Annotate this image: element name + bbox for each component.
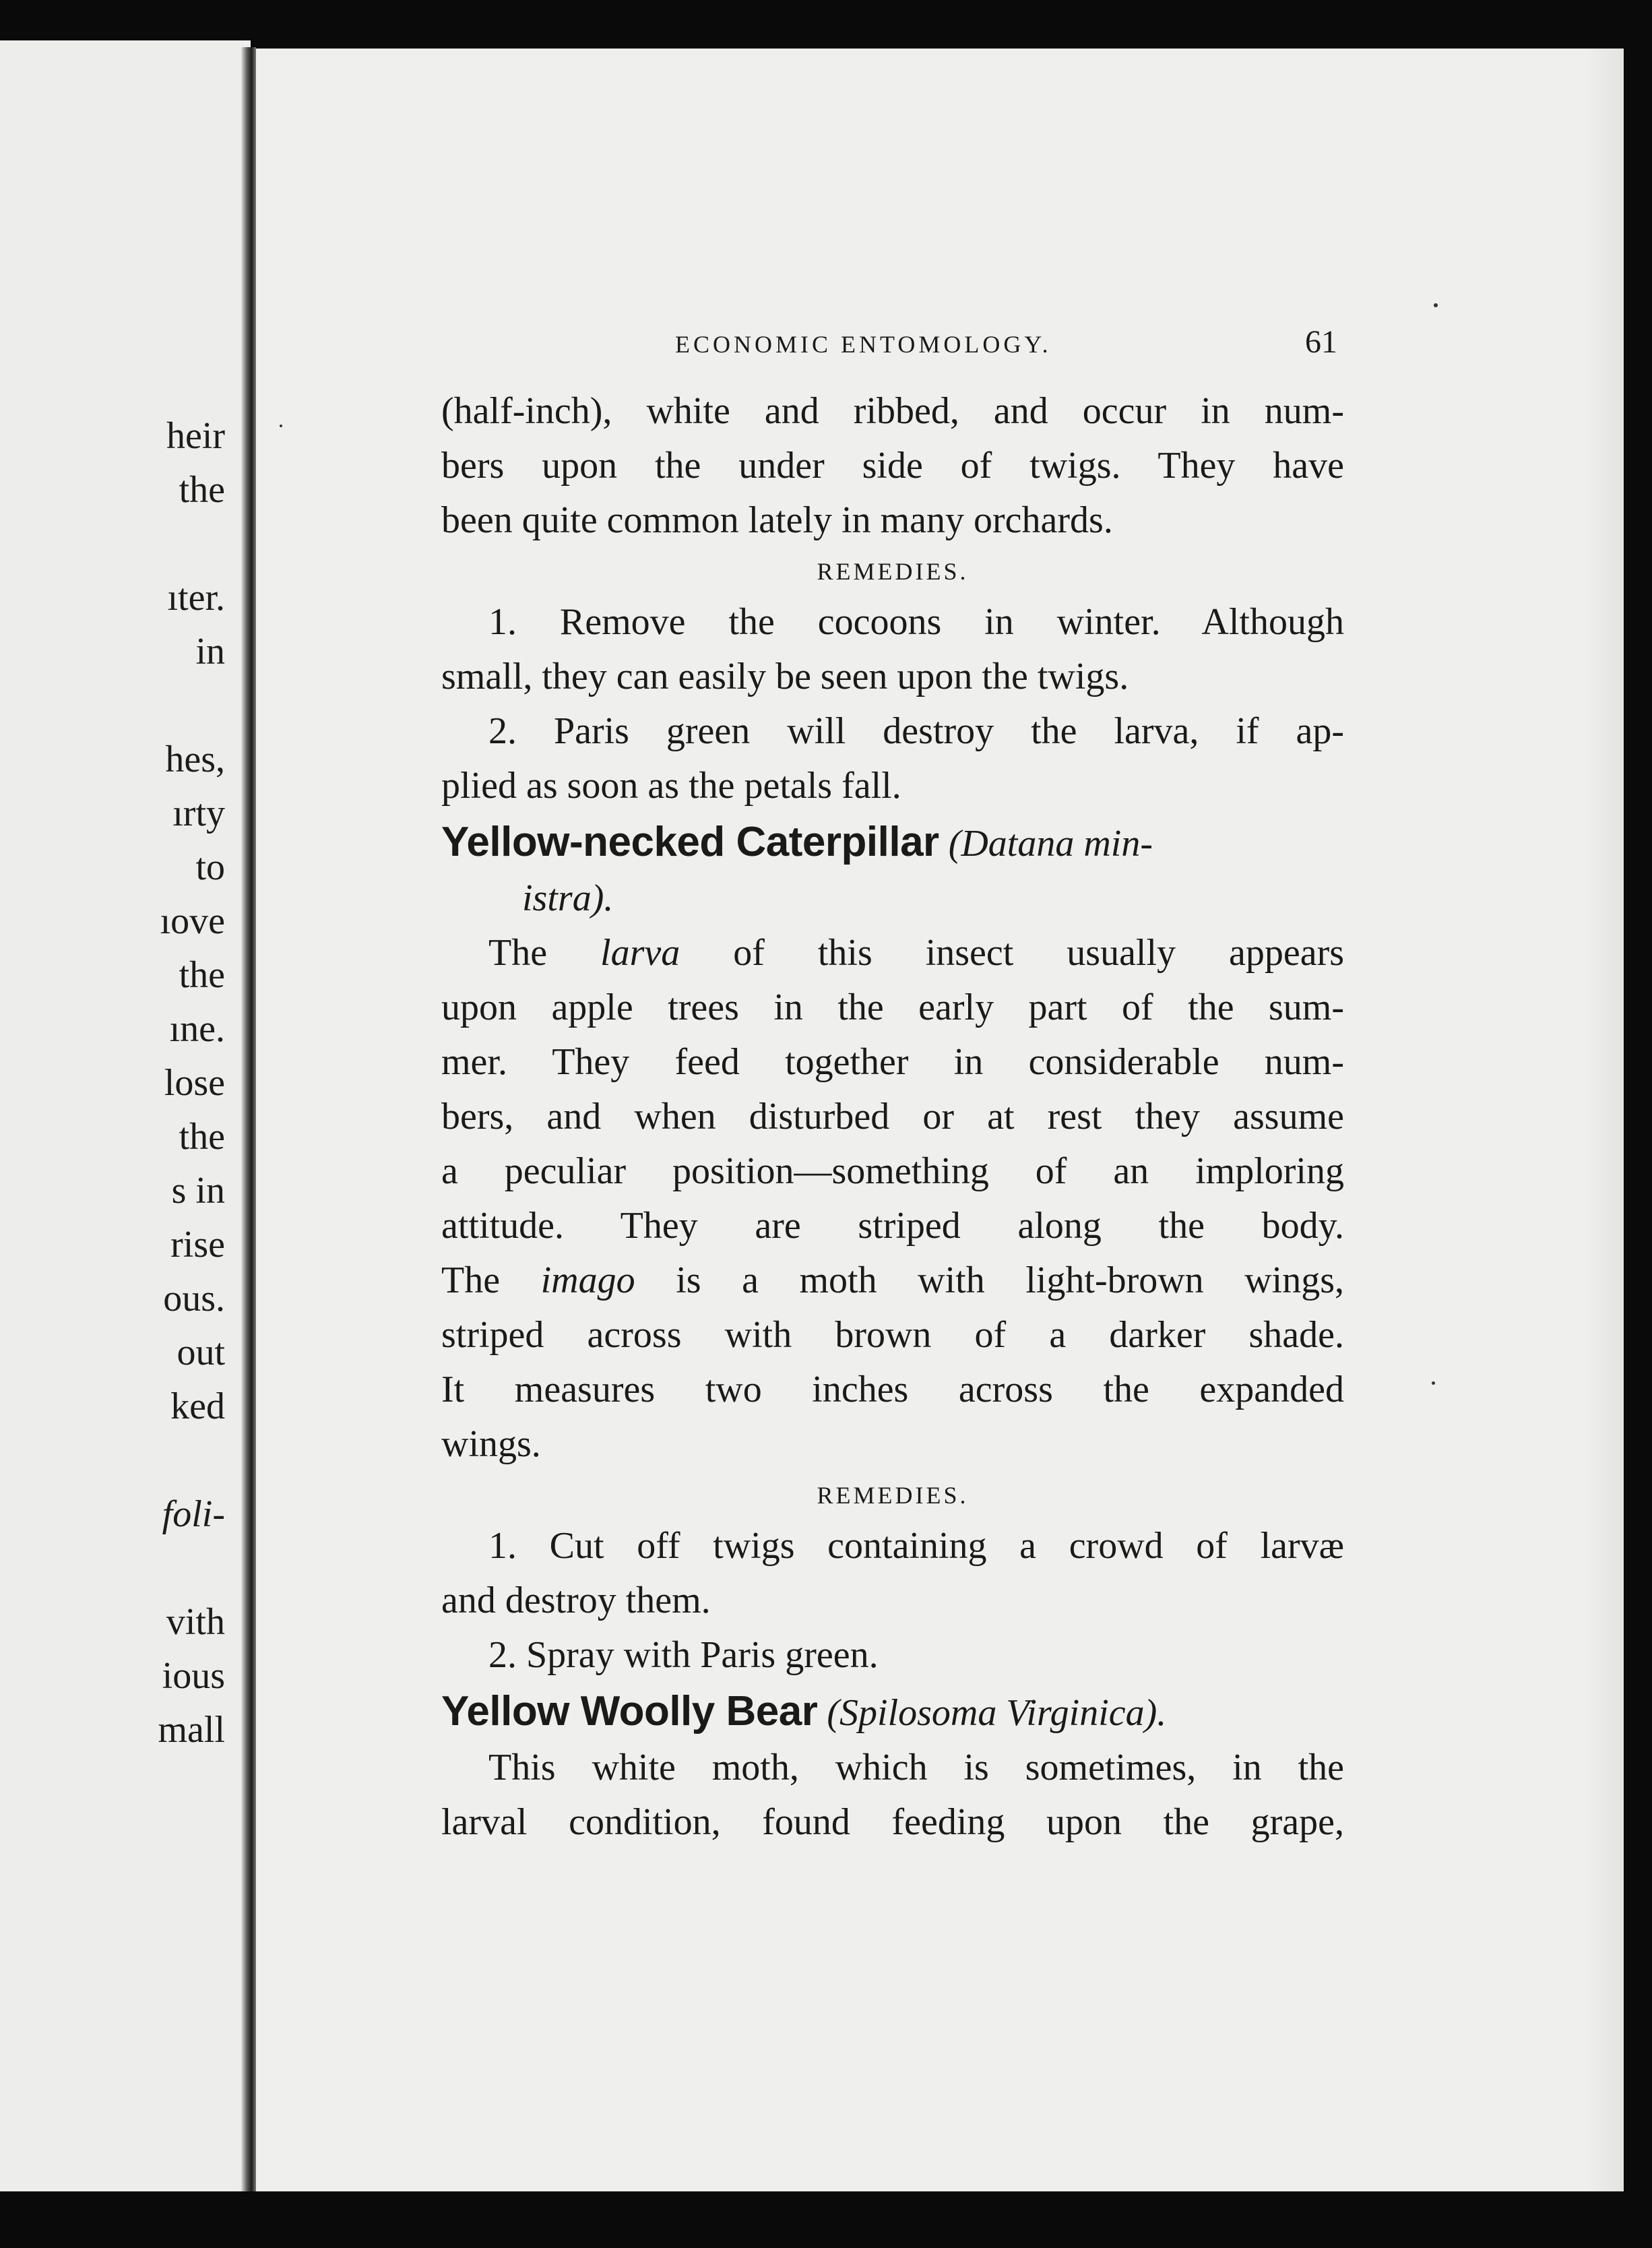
left-page-fragment: ous.	[163, 1278, 225, 1319]
remedies-heading: REMEDIES.	[817, 558, 969, 585]
left-page-fragment: ious	[162, 1655, 225, 1697]
text-line: been quite common lately in many orchards.	[441, 499, 1113, 541]
word: of this insect usually appears	[733, 932, 1345, 974]
left-page-fragment: mall	[158, 1709, 225, 1751]
text-line	[441, 1253, 1344, 1308]
remedy-item: 1. Remove the cocoons in winter. Although	[488, 601, 1344, 643]
left-page-fragment: out	[177, 1332, 225, 1373]
page-body	[441, 384, 1344, 1850]
left-page-fragment: ırty	[172, 792, 225, 834]
left-page-fragment: ıne.	[169, 1008, 225, 1050]
left-page-fragment: ıter.	[167, 577, 225, 619]
left-page-fragment: ıove	[160, 900, 225, 942]
remedy-item: 2. Spray with Paris green.	[488, 1634, 879, 1676]
left-page-fragment: foli-	[162, 1493, 225, 1535]
left-page-fragment: hes,	[165, 739, 225, 780]
section-heading-yellow-necked	[441, 813, 1344, 871]
left-page-text-fragments	[0, 40, 251, 2217]
section-heading-woolly-bear	[441, 1683, 1344, 1741]
section-title: Yellow Woolly Bear	[441, 1688, 818, 1735]
text-line: This white moth, which is sometimes, in the	[488, 1747, 1344, 1788]
latin-name: (Datana min-	[948, 823, 1153, 865]
text-line: (half-inch), white and ribbed, and occur in num-	[441, 390, 1344, 432]
left-page-fragment: rise	[170, 1224, 225, 1266]
latin-name-continued: istra).	[522, 877, 614, 919]
text-line: striped across with brown of a darker shade.	[441, 1314, 1344, 1356]
latin-name: (Spilosoma Virginica).	[827, 1692, 1167, 1734]
scan-bottom-edge	[0, 2191, 1652, 2248]
italic-term-imago: imago	[540, 1259, 635, 1301]
word: is a moth with light-brown wings,	[676, 1259, 1345, 1301]
word: The	[488, 932, 548, 974]
left-page-fragment: ked	[170, 1385, 225, 1427]
text-line: It measures two inches across the expanded	[441, 1369, 1344, 1410]
text-line: bers, and when disturbed or at rest they assume	[441, 1096, 1344, 1137]
left-page-fragment: vith	[166, 1601, 225, 1643]
remedy-item: 1. Cut off twigs containing a crowd of larvæ	[488, 1525, 1344, 1567]
text-line: attitude. They are striped along the body.	[441, 1205, 1344, 1247]
italic-term-larva: larva	[600, 932, 680, 974]
text-line: small, they can easily be seen upon the twigs.	[441, 656, 1129, 697]
running-head-title: ECONOMIC ENTOMOLOGY.	[675, 331, 1052, 358]
left-page-fragment: the	[179, 954, 225, 996]
scan-speck	[280, 425, 282, 427]
text-line: a peculiar position—something of an imploring	[441, 1150, 1344, 1192]
text-line: and destroy them.	[441, 1580, 711, 1621]
running-head	[675, 323, 1349, 371]
left-page-fragment: heir	[166, 415, 225, 457]
section-title: Yellow-necked Caterpillar	[441, 819, 939, 865]
remedy-item: 2. Paris green will destroy the larva, if ap-	[488, 710, 1344, 752]
remedies-heading: REMEDIES.	[817, 1482, 969, 1509]
text-line: bers upon the under side of twigs. They have	[441, 445, 1344, 487]
word: The	[441, 1259, 501, 1301]
left-page-fragment: s in	[171, 1170, 225, 1212]
left-page-fragment: the	[179, 469, 225, 511]
left-page-fragment: in	[195, 631, 225, 673]
page-number: 61	[1305, 324, 1337, 360]
text-line: plied as soon as the petals fall.	[441, 765, 901, 807]
text-line: upon apple trees in the early part of the sum-	[441, 987, 1344, 1028]
scan-speck	[1434, 303, 1438, 307]
left-page-fragment: the	[179, 1116, 225, 1158]
text-line: mer. They feed together in considerable num-	[441, 1041, 1344, 1083]
left-page-fragment: to	[195, 846, 225, 888]
left-facing-page	[0, 40, 251, 2217]
text-line: larval condition, found feeding upon the grape,	[441, 1801, 1344, 1843]
text-line: wings.	[441, 1423, 541, 1465]
book-gutter	[241, 47, 256, 2197]
left-page-fragment: lose	[164, 1062, 225, 1104]
scan-speck	[1432, 1381, 1435, 1385]
text-line	[441, 926, 1344, 980]
